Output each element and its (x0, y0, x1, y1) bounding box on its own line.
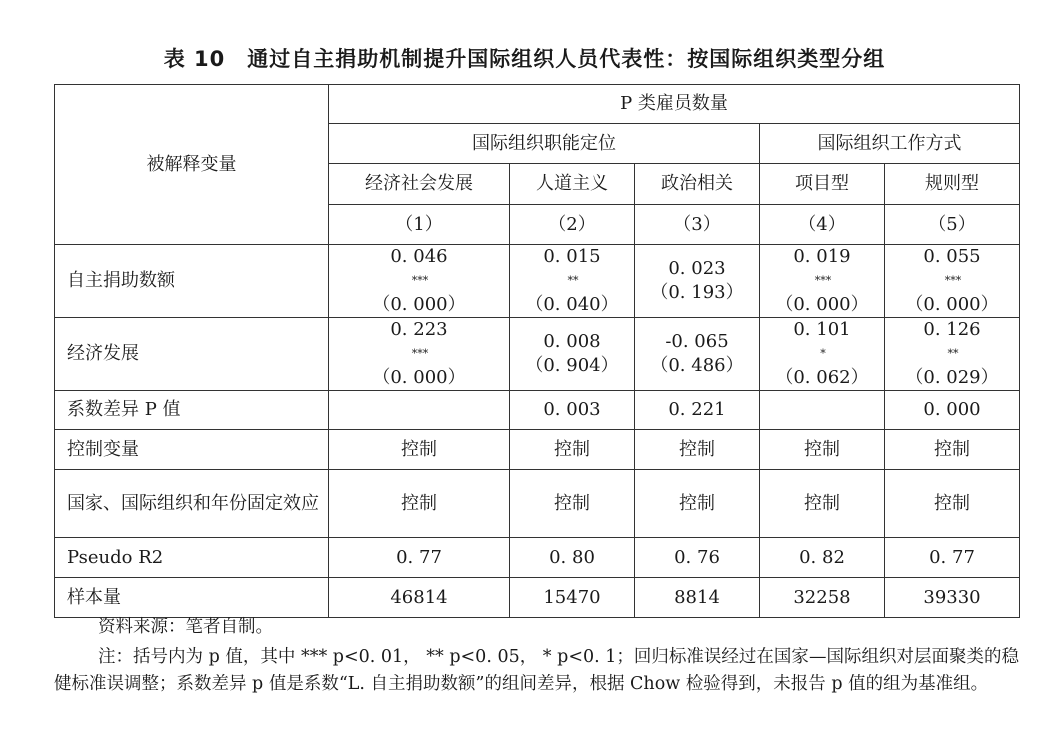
value-cell: 控制 (510, 430, 635, 470)
value-cell: 32258 (760, 578, 885, 618)
value-cell: 0. 80 (510, 538, 635, 578)
value-cell: 控制 (329, 430, 510, 470)
p-value: （0. 193） (650, 282, 744, 303)
value-cell (329, 391, 510, 430)
value-cell: 0. 76 (635, 538, 760, 578)
significance-stars: * (820, 347, 826, 360)
table-footnote: 注：括号内为 p 值，其中 *** p<0. 01， ** p<0. 05， * p<0. 1；回归标准误经过在国家—国际组织对层面聚类的稳健标准误调整；系数差异 p 值是系数“L. 自主捐助数额”的组间差异，根据 Chow 检验得到，未报告 p 值的组为基准组。 (54, 647, 1019, 694)
value-cell: 0. 003 (510, 391, 635, 430)
value-cell: 0. 221 (635, 391, 760, 430)
group-workmode-header: 国际组织工作方式 (760, 124, 1020, 164)
significance-stars: ** (567, 274, 579, 287)
coef-cell (760, 245, 885, 318)
row-fixed-effects (55, 470, 1020, 538)
p-value: （0. 062） (775, 367, 869, 388)
value-cell: 0. 77 (885, 538, 1020, 578)
col-header: 经济社会发展 (329, 164, 510, 205)
coef-cell (510, 245, 635, 318)
group-function-header: 国际组织职能定位 (329, 124, 760, 164)
col-header: 规则型 (885, 164, 1020, 205)
table-number: 表 10 (163, 47, 226, 71)
row-donation (55, 245, 1020, 318)
dependent-variable-header: P 类雇员数量 (329, 85, 1020, 124)
col-header: 项目型 (760, 164, 885, 205)
coefficient: 0. 015 (543, 246, 601, 267)
value-cell: 控制 (329, 470, 510, 538)
col-number: （1） (329, 205, 510, 245)
col-number: （2） (510, 205, 635, 245)
row-label: 国家、国际组织和年份固定效应 (67, 492, 319, 514)
row-label: 经济发展 (55, 318, 329, 391)
value-cell: 39330 (885, 578, 1020, 618)
col-number: （5） (885, 205, 1020, 245)
col-number: （4） (760, 205, 885, 245)
p-value: （0. 040） (525, 294, 619, 315)
significance-stars: *** (814, 274, 832, 287)
coefficient: 0. 023 (668, 258, 726, 279)
value-cell: 8814 (635, 578, 760, 618)
regression-table (54, 84, 1020, 618)
value-cell: 15470 (510, 578, 635, 618)
coef-cell (329, 245, 510, 318)
row-label: 样本量 (55, 578, 329, 618)
significance-stars: *** (411, 274, 429, 287)
p-value: （0. 486） (650, 355, 744, 376)
coefficient: 0. 019 (793, 246, 851, 267)
value-cell: 控制 (510, 470, 635, 538)
value-cell: 控制 (635, 470, 760, 538)
row-label: 系数差异 P 值 (55, 391, 329, 430)
row-label: Pseudo R2 (55, 538, 329, 578)
coefficient: -0. 065 (665, 331, 729, 352)
significance-stars: ** (947, 347, 959, 360)
value-cell: 控制 (760, 470, 885, 538)
col-number: （3） (635, 205, 760, 245)
value-cell: 0. 82 (760, 538, 885, 578)
coefficient: 0. 008 (543, 331, 601, 352)
value-cell (760, 391, 885, 430)
coef-cell (635, 245, 760, 318)
p-value: （0. 000） (372, 294, 466, 315)
row-pseudo-r2 (55, 538, 1020, 578)
value-cell: 控制 (885, 470, 1020, 538)
row-sample-size (55, 578, 1020, 618)
row-controls (55, 430, 1020, 470)
p-value: （0. 000） (905, 294, 999, 315)
header-row-1 (55, 85, 1020, 124)
value-cell: 0. 77 (329, 538, 510, 578)
coefficient: 0. 223 (390, 319, 448, 340)
row-label: 控制变量 (55, 430, 329, 470)
table-title (0, 44, 1049, 74)
coefficient: 0. 055 (923, 246, 981, 267)
coef-cell (510, 318, 635, 391)
value-cell: 控制 (885, 430, 1020, 470)
coef-cell (885, 245, 1020, 318)
coef-cell (635, 318, 760, 391)
coefficient: 0. 126 (923, 319, 981, 340)
row-label: 自主捐助数额 (55, 245, 329, 318)
p-value: （0. 029） (905, 367, 999, 388)
significance-stars: *** (944, 274, 962, 287)
col-header: 政治相关 (635, 164, 760, 205)
p-value: （0. 000） (775, 294, 869, 315)
value-cell: 46814 (329, 578, 510, 618)
row-econ (55, 318, 1020, 391)
explained-variable-header: 被解释变量 (55, 85, 329, 245)
row-diff-p (55, 391, 1020, 430)
value-cell: 控制 (760, 430, 885, 470)
p-value: （0. 904） (525, 355, 619, 376)
coefficient: 0. 101 (793, 319, 851, 340)
coefficient: 0. 046 (390, 246, 448, 267)
col-header: 人道主义 (510, 164, 635, 205)
significance-stars: *** (411, 347, 429, 360)
source-note: 资料来源：笔者自制。 (98, 617, 273, 637)
coef-cell (885, 318, 1020, 391)
table-caption: 通过自主捐助机制提升国际组织人员代表性：按国际组织类型分组 (247, 47, 886, 71)
p-value: （0. 000） (372, 367, 466, 388)
value-cell: 0. 000 (885, 391, 1020, 430)
coef-cell (760, 318, 885, 391)
row-label-cell (55, 470, 329, 538)
coef-cell (329, 318, 510, 391)
value-cell: 控制 (635, 430, 760, 470)
